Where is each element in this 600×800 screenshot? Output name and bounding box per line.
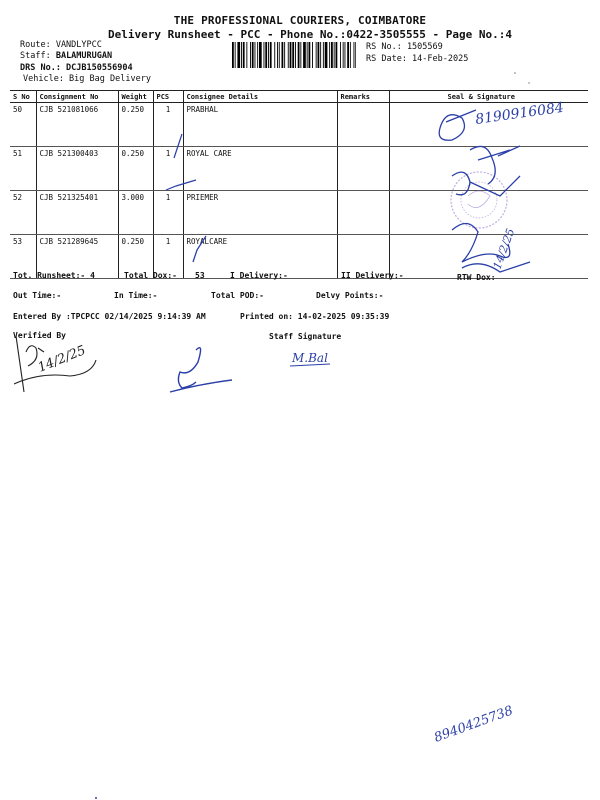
verifier-signature <box>14 336 96 392</box>
row-consignee: PRABHAL <box>183 103 337 147</box>
row-sno: 53 <box>10 235 36 279</box>
row-consignee: ROYALCARE <box>183 235 337 279</box>
barcode-bar <box>300 42 301 68</box>
route-label: Route: VANDLYPCC <box>20 40 102 50</box>
barcode-bar <box>336 42 338 68</box>
row-weight: 0.250 <box>118 147 153 191</box>
barcode-bar <box>265 42 267 68</box>
barcode-bar <box>303 42 306 68</box>
barcode-bar <box>355 42 356 68</box>
loose-signature <box>170 348 232 392</box>
barcode-bar <box>290 42 292 68</box>
barcode-bar <box>320 42 321 68</box>
total-dox-value: 53 <box>195 271 205 280</box>
ii-delivery: II Delivery:- <box>341 271 404 280</box>
row-seal <box>389 191 588 235</box>
staff-label: Staff: <box>20 51 56 61</box>
barcode-bar <box>246 42 247 68</box>
in-time: In Time:- <box>114 291 158 300</box>
barcode-bar <box>284 42 285 68</box>
col-header-consignee: Consignee Details <box>183 91 337 103</box>
barcode-bar <box>318 42 320 68</box>
row-seal <box>389 235 588 279</box>
barcode-bar <box>292 42 294 68</box>
barcode-bar <box>323 42 324 68</box>
delvy-points: Delvy Points:- <box>316 291 384 300</box>
table-header-row <box>10 91 588 103</box>
table-row <box>10 191 588 235</box>
staff-initials-underline <box>290 364 330 366</box>
verified-by-label: Verified By <box>13 331 66 340</box>
barcode-bar <box>279 42 280 68</box>
barcode-bar <box>329 42 330 68</box>
row-consignee: PRIEMER <box>183 191 337 235</box>
barcode-bar <box>264 42 265 68</box>
barcode-bar <box>235 42 236 68</box>
row-sno: 51 <box>10 147 36 191</box>
row-pcs: 1 <box>153 191 183 235</box>
row-consignment: CJB 521289645 <box>36 235 118 279</box>
col-header-consignment: Consignment No <box>36 91 118 103</box>
drs-number: DRS No.: DCJB150556904 <box>20 63 133 73</box>
barcode-bar <box>268 42 269 68</box>
barcode-bar <box>307 42 308 68</box>
barcode-bar <box>282 42 284 68</box>
tot-runsheet: Tot. Runsheet:- 4 <box>13 271 95 280</box>
staff-name: BALAMURUGAN <box>55 51 113 61</box>
barcode-bar <box>354 42 355 68</box>
barcode-bar <box>340 42 341 68</box>
barcode-bar <box>316 42 317 68</box>
barcode-bar <box>255 42 256 68</box>
company-title: THE PROFESSIONAL COURIERS, COIMBATORE <box>173 14 427 27</box>
barcode-bar <box>232 42 234 68</box>
barcode-bar <box>350 42 351 68</box>
row-consignee: ROYAL CARE <box>183 147 337 191</box>
barcode-bar <box>325 42 328 68</box>
barcode-bar <box>298 42 300 68</box>
i-delivery: I Delivery:- <box>230 271 288 280</box>
barcode-bar <box>295 42 296 68</box>
total-dox-label: Total Dox:- <box>124 271 177 280</box>
row-sno: 50 <box>10 103 36 147</box>
staff-signature-label: Staff Signature <box>269 332 342 341</box>
handwritten-phone-top: 8190916084 <box>474 99 565 128</box>
row-sno: 52 <box>10 191 36 235</box>
row-weight: 0.250 <box>118 103 153 147</box>
printed-on: Printed on: 14-02-2025 09:35:39 <box>240 312 390 321</box>
barcode-bar <box>243 42 245 68</box>
col-header-sno: S No <box>10 91 36 103</box>
barcode-bar <box>274 42 275 68</box>
barcode-bar <box>241 42 242 68</box>
barcode <box>232 42 356 68</box>
row-weight: 3.000 <box>118 191 153 235</box>
col-header-pcs: PCS <box>153 91 183 103</box>
barcode-bar <box>343 42 344 68</box>
verified-date: 14/2/25 <box>35 343 88 376</box>
row-consignment: CJB 521325401 <box>36 191 118 235</box>
col-header-remarks: Remarks <box>337 91 389 103</box>
row-remarks <box>337 191 389 235</box>
barcode-bar <box>288 42 289 68</box>
barcode-bar <box>257 42 258 68</box>
out-time: Out Time:- <box>13 291 62 300</box>
row-consignment: CJB 521300403 <box>36 147 118 191</box>
row-seal <box>389 103 588 147</box>
barcode-bar <box>259 42 262 68</box>
handwritten-phone-bottom: 8940425738 <box>432 703 516 746</box>
staff-initials: M.Bal <box>292 351 328 365</box>
row-seal <box>389 147 588 191</box>
col-header-seal: Seal & Signature <box>389 91 588 103</box>
table-row <box>10 103 588 147</box>
barcode-bar <box>347 42 349 68</box>
barcode-bar <box>252 42 254 68</box>
table-row <box>10 147 588 191</box>
entered-by: Entered By :TPCPCC 02/14/2025 9:14:39 AM <box>13 312 206 321</box>
barcode-bar <box>345 42 346 68</box>
barcode-bar <box>237 42 240 68</box>
total-pod: Total POD:- <box>211 291 264 300</box>
row-pcs: 1 <box>153 235 183 279</box>
rtw-dox: RTW Dox: <box>457 273 496 282</box>
barcode-bar <box>270 42 272 68</box>
handwritten-seal-date: 14/2/25 <box>490 226 518 272</box>
runsheet-subtitle: Delivery Runsheet - PCC - Phone No.:0422-3505555 - Page No.:4 <box>108 28 512 41</box>
row-remarks <box>337 103 389 147</box>
rs-date: RS Date: 14-Feb-2025 <box>366 54 469 64</box>
runsheet-table <box>10 90 588 279</box>
table-row <box>10 235 588 279</box>
barcode-bar <box>331 42 333 68</box>
col-header-weight: Weight <box>118 91 153 103</box>
barcode-bar <box>309 42 311 68</box>
row-weight: 0.250 <box>118 235 153 279</box>
barcode-bar <box>250 42 251 68</box>
barcode-bar <box>312 42 313 68</box>
row-pcs: 1 <box>153 103 183 147</box>
row-consignment: CJB 521081066 <box>36 103 118 147</box>
row-remarks <box>337 147 389 191</box>
row-pcs: 1 <box>153 147 183 191</box>
rs-number: RS No.: 1505569 <box>366 42 443 52</box>
vehicle-label: Vehicle: Big Bag Delivery <box>23 74 151 84</box>
barcode-bar <box>334 42 335 68</box>
staff-line <box>20 51 112 61</box>
barcode-bar <box>277 42 278 68</box>
